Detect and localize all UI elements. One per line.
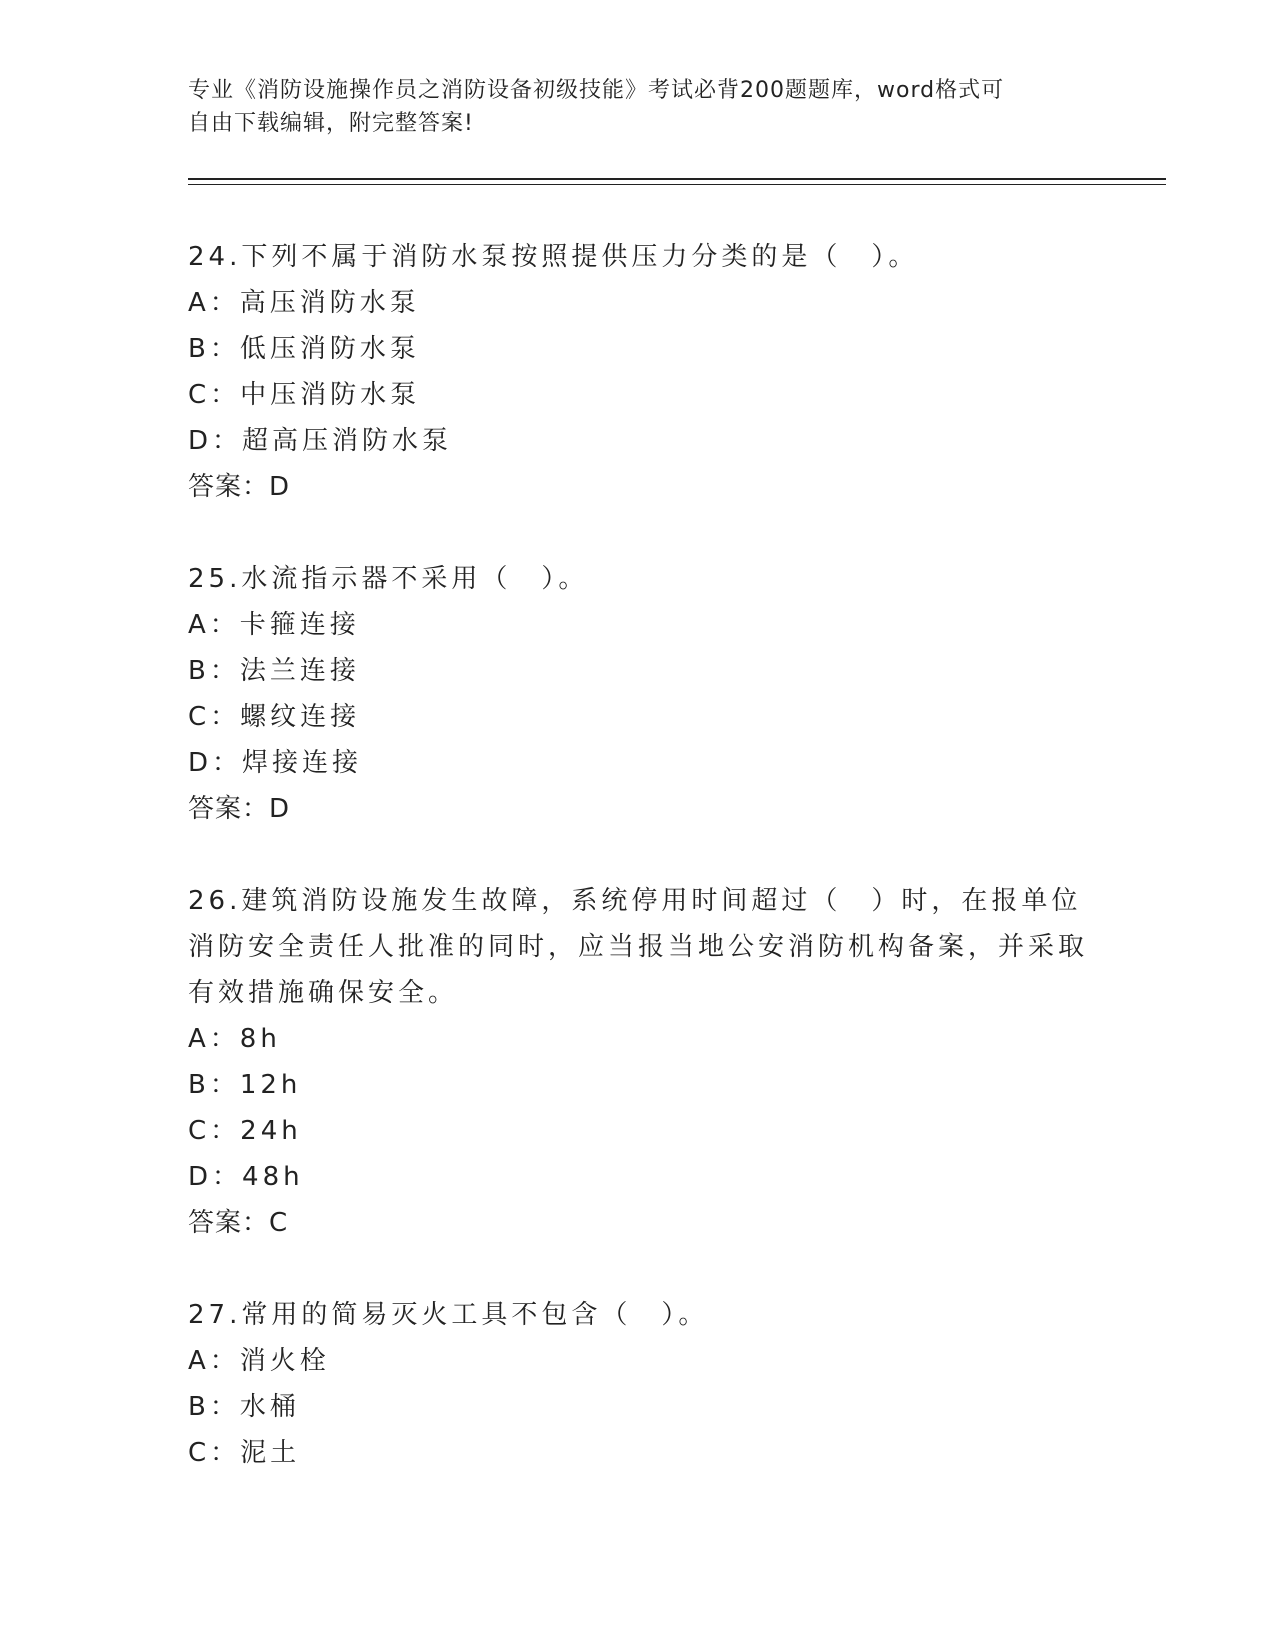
option-b: B：水桶 (188, 1392, 300, 1422)
option-c: C：螺纹连接 (188, 702, 361, 732)
answer-line: 答案：D (188, 472, 291, 502)
option-b: B：12h (188, 1070, 302, 1100)
header-line-2: 自由下载编辑，附完整答案! (188, 111, 474, 136)
option-a: A：消火栓 (188, 1346, 330, 1376)
question-stem: 25.水流指示器不采用（ ）。 (188, 564, 589, 594)
option-c: C：中压消防水泵 (188, 380, 421, 410)
question-24 (188, 234, 1088, 510)
answer-line: 答案：D (188, 794, 291, 824)
option-c: C：泥土 (188, 1438, 301, 1468)
document-header (188, 74, 1088, 140)
question-25 (188, 556, 1088, 832)
question-stem: 27.常用的简易灭火工具不包含（ ）。 (188, 1300, 709, 1330)
question-stem: 24.下列不属于消防水泵按照提供压力分类的是（ ）。 (188, 242, 919, 272)
question-stem: 26.建筑消防设施发生故障，系统停用时间超过（ ）时，在报单位消防安全责任人批准的同时，应当报当地公安消防机构备案，并采取有效措施确保安全。 (188, 886, 1089, 1008)
question-27 (188, 1292, 1088, 1476)
answer-line: 答案：C (188, 1208, 289, 1238)
option-b: B：法兰连接 (188, 656, 360, 686)
option-a: A：8h (188, 1024, 281, 1054)
option-d: D：48h (188, 1162, 304, 1192)
option-b: B：低压消防水泵 (188, 334, 420, 364)
question-26 (188, 878, 1088, 1246)
option-a: A：高压消防水泵 (188, 288, 420, 318)
question-list (188, 234, 1088, 1522)
option-c: C：24h (188, 1116, 302, 1146)
option-d: D：焊接连接 (188, 748, 363, 778)
header-divider-thin (188, 184, 1166, 185)
header-divider-thick (188, 178, 1166, 180)
header-line-1: 专业《消防设施操作员之消防设备初级技能》考试必背200题题库，word格式可 (188, 78, 1005, 103)
option-a: A：卡箍连接 (188, 610, 360, 640)
option-d: D：超高压消防水泵 (188, 426, 453, 456)
